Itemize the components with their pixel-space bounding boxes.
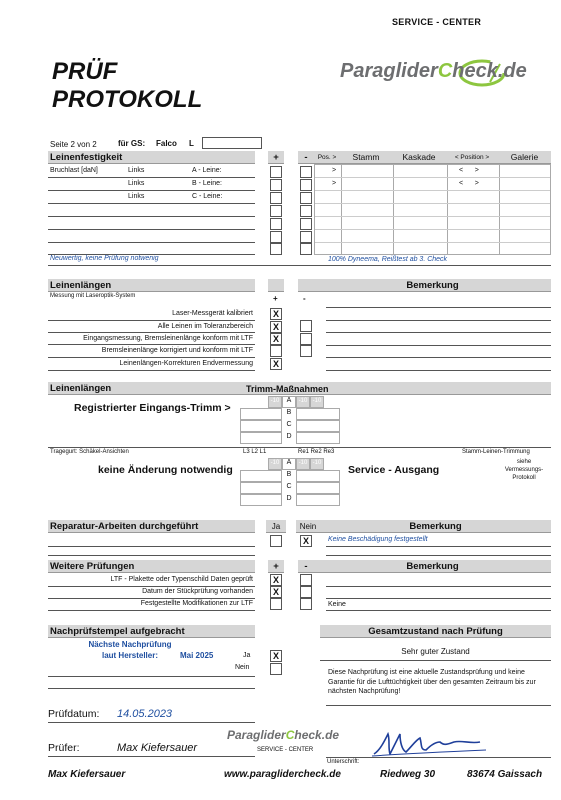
trim-row-d: D	[286, 433, 292, 440]
disclaimer: Diese Nachprüfung ist eine aktuelle Zustandsprüfung und keine Garantie für die Lufttüchtigkeit über den gesamten Zeitraum bis zur nächsten Nachprüfung!	[328, 669, 536, 695]
naechste-date: Mai 2025	[180, 651, 214, 660]
ll-check-3[interactable]: X	[270, 333, 282, 345]
footer-website[interactable]: www.paraglidercheck.de	[224, 769, 341, 780]
bemerkung-header-1: Bemerkung	[314, 279, 551, 292]
unterschrift-label: Unterschrift:	[327, 759, 360, 765]
section-header-weitere: Weitere Prüfungen	[48, 560, 255, 573]
plus-header: +	[268, 151, 284, 164]
lf-minus-5[interactable]	[300, 218, 312, 230]
row-1-col1: Links	[128, 167, 145, 174]
ll-row-1: Laser-Messgerät kalibriert	[172, 310, 253, 317]
position-arrows-2: < >	[459, 180, 479, 187]
footer-service-center: SERVICE - CENTER	[257, 747, 314, 753]
trim-grid-exit	[240, 458, 340, 508]
gesamtzustand-header: Gesamtzustand nach Prüfung	[320, 625, 551, 638]
pruefer-label: Prüfer:	[48, 742, 80, 754]
ll-row-3: Eingangsmessung, Bremsleinenlänge konform mit LTF	[83, 335, 253, 342]
trimm-center-title: Trimm-Maßnahmen	[246, 384, 329, 394]
w-row-2: Datum der Stückprüfung vorhanden	[142, 588, 253, 595]
glider-extra-field[interactable]	[202, 137, 262, 149]
w-minus-check-3[interactable]	[300, 598, 312, 610]
footer-logo-c: C	[285, 728, 295, 742]
lf-plus-5[interactable]	[270, 218, 282, 230]
section-header-leinenfestigkeit: Leinenfestigkeit	[48, 151, 255, 164]
l-labels: L3 L2 L1	[243, 449, 267, 455]
note-dyneema: 100% Dyneema, Reißtest ab 3. Check	[328, 256, 448, 263]
trim-grid-entry	[240, 396, 340, 446]
ll-check-1[interactable]: X	[270, 308, 282, 320]
col-stamm: Stamm	[340, 151, 392, 164]
position-arrows-1: < >	[459, 167, 479, 174]
laser-subtitle: Messung mit Laseroptik-System	[50, 293, 136, 299]
note-neuwertig: Neuwertig, keine Prüfung notwenig	[50, 255, 159, 262]
stempel-ja: Ja	[243, 652, 251, 659]
trim-row-a: A	[286, 397, 292, 404]
section-header-leinenlaengen: Leinenlängen	[48, 279, 255, 292]
w-plus: +	[268, 560, 284, 573]
lf-plus-4[interactable]	[270, 205, 282, 217]
re-labels: Re1 Re2 Re3	[298, 449, 335, 455]
ll-plus: +	[273, 294, 278, 303]
pos-arrow-2: >	[332, 180, 337, 187]
title-line-1: PRÜF	[52, 58, 118, 85]
rep-ja: Ja	[266, 520, 286, 533]
trim-mark-r1: -10	[298, 398, 308, 404]
keine-aenderung: keine Änderung notwendig	[98, 464, 233, 476]
row-2-col2: B - Leine:	[192, 180, 222, 187]
rep-nein: Nein	[296, 520, 320, 533]
footer-street: Riedweg 30	[380, 769, 436, 780]
for-gs-label: für GS:	[118, 139, 146, 148]
ll-check-4[interactable]	[270, 345, 282, 357]
rep-nein-check[interactable]: X	[300, 535, 312, 547]
ll-row-5: Leinenlängen-Korrekturen Endvermessung	[119, 360, 253, 367]
logo-c: C	[437, 60, 453, 82]
logo-text-c: .de	[497, 60, 527, 82]
w-check-3[interactable]	[270, 598, 282, 610]
footer-logo-d: .de	[321, 728, 340, 742]
service-ausgang: Service - Ausgang	[348, 464, 440, 476]
bruchlast-grid	[314, 164, 551, 255]
pruefdatum-label: Prüfdatum:	[48, 708, 100, 720]
bruchlast-label: Bruchlast [daN]	[50, 167, 98, 174]
w-row-3: Festgestellte Modifikationen zur LTF	[140, 600, 253, 607]
lf-minus-7[interactable]	[300, 243, 312, 255]
bemerkung-header-3: Bemerkung	[314, 560, 551, 573]
lf-plus-2[interactable]	[270, 179, 282, 191]
logo-text-b: heck	[452, 60, 498, 82]
pruefer-value: Max Kiefersauer	[117, 742, 198, 754]
rep-note: Keine Beschädigung festgestellt	[328, 536, 428, 543]
section-header-stempel: Nachprüfstempel aufgebracht	[48, 625, 255, 638]
w-minus: -	[298, 560, 314, 573]
trim2-row-a: A	[286, 459, 292, 466]
footer-logo-a: Paraglider	[227, 728, 286, 742]
ll-minus: -	[303, 294, 306, 303]
signature	[370, 728, 490, 760]
rep-ja-check[interactable]	[270, 535, 282, 547]
footer-logo	[227, 728, 339, 742]
trim2-mark-l1: -10	[270, 460, 280, 466]
lf-minus-4[interactable]	[300, 205, 312, 217]
lf-minus-6[interactable]	[300, 231, 312, 243]
trim2-row-c: C	[286, 483, 292, 490]
glider-name: Falco	[156, 139, 177, 148]
registered-trim-label: Registrierter Eingangs-Trimm >	[74, 402, 231, 414]
trim-row-b: B	[286, 409, 292, 416]
lf-plus-1[interactable]	[270, 166, 282, 178]
stamm-trim-label: Stamm-Leinen-Trimmung	[462, 449, 530, 455]
trim-row-c: C	[286, 421, 292, 428]
lf-minus-3[interactable]	[300, 192, 312, 204]
minus-header: -	[298, 151, 314, 164]
trim2-row-d: D	[286, 495, 292, 502]
col-position: < Position >	[446, 151, 498, 164]
ll-minus-check-1[interactable]	[300, 320, 312, 332]
logo-text-a: Paraglider	[340, 60, 438, 82]
lf-plus-3[interactable]	[270, 192, 282, 204]
row-3-col2: C - Leine:	[192, 193, 223, 200]
row-1-col2: A - Leine:	[192, 167, 222, 174]
w-row-1: LTF - Plakette oder Typenschild Daten geprüft	[110, 576, 253, 583]
pruefdatum-value: 14.05.2023	[117, 708, 173, 720]
siehe-protokoll: siehe Vermessungs- Protokoll	[504, 459, 544, 481]
ll-check-5[interactable]: X	[270, 358, 282, 370]
col-galerie: Galerie	[498, 151, 551, 164]
tragegurt-label: Tragegurt: Schäkel-Ansichten	[50, 449, 129, 455]
trim-mark-r2: -10	[312, 398, 322, 404]
stempel-nein: Nein	[235, 664, 250, 671]
paraglidercheck-logo	[340, 58, 555, 88]
ll-minus-check-2[interactable]	[300, 333, 312, 345]
stempel-ja-check[interactable]: X	[270, 650, 282, 662]
lf-minus-1[interactable]	[300, 166, 312, 178]
w-minus-check-2[interactable]	[300, 586, 312, 598]
naechste-2: laut Hersteller:	[101, 651, 159, 660]
lf-plus-7[interactable]	[270, 243, 282, 255]
naechste-1: Nächste Nachprüfung	[88, 640, 172, 649]
trimm-title: Leinenlängen	[50, 383, 112, 394]
trim2-row-b: B	[286, 471, 292, 478]
w-check-2[interactable]: X	[270, 586, 282, 598]
ll-minus-check-3[interactable]	[300, 345, 312, 357]
row-3-col1: Links	[128, 193, 145, 200]
ll-row-4: Bremsleinenlänge korrigiert und konform mit LTF	[101, 347, 253, 354]
zustand-text: Sehr guter Zustand	[401, 647, 470, 656]
title-line-2: PROTOKOLL	[52, 86, 203, 113]
ll-row-2: Alle Leinen im Toleranzbereich	[157, 323, 253, 330]
w-check-1[interactable]: X	[270, 574, 282, 586]
lf-plus-6[interactable]	[270, 231, 282, 243]
col-kaskade: Kaskade	[392, 151, 446, 164]
section-header-reparatur: Reparatur-Arbeiten durchgeführt	[48, 520, 255, 533]
service-center-label: SERVICE - CENTER	[392, 17, 482, 27]
glider-size: L	[189, 139, 194, 148]
footer-name: Max Kiefersauer	[48, 769, 126, 780]
lf-minus-2[interactable]	[300, 179, 312, 191]
ll-check-2[interactable]: X	[270, 321, 282, 333]
footer-city: 83674 Gaissach	[467, 769, 543, 780]
w-minus-check-1[interactable]	[300, 574, 312, 586]
bemerkung-header-2: Bemerkung	[320, 520, 551, 533]
keine-note: Keine	[328, 601, 346, 608]
row-2-col1: Links	[128, 180, 145, 187]
footer-logo-b: heck	[294, 728, 322, 742]
pos-arrow-1: >	[332, 167, 337, 174]
trim2-mark-r1: -10	[298, 460, 308, 466]
trim-mark-l1: -10	[270, 398, 280, 404]
stempel-nein-check[interactable]	[270, 663, 282, 675]
page-label: Seite 2 von 2	[50, 140, 97, 149]
trim2-mark-r2: -10	[312, 460, 322, 466]
col-pos: Pos. >	[314, 151, 340, 164]
